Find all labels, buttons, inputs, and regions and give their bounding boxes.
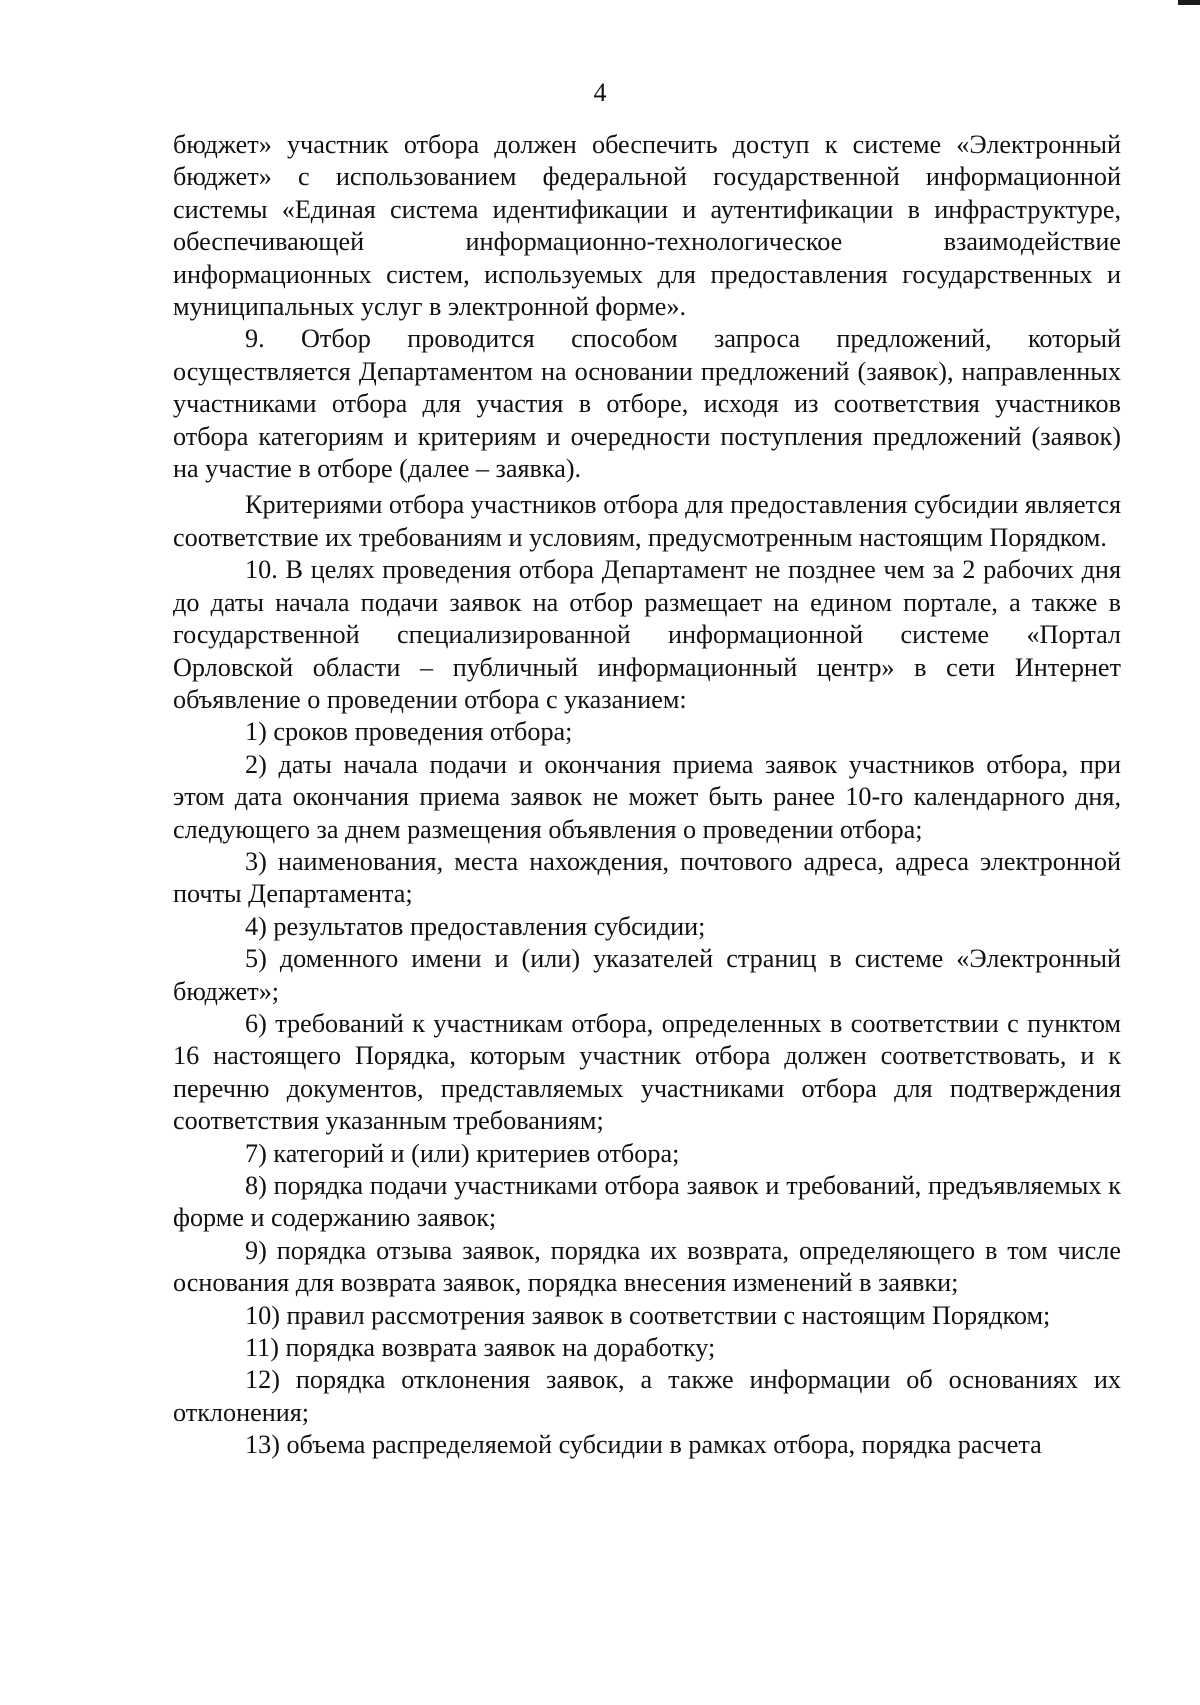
paragraph-criteria: Критериями отбора участников отбора для предоставления субсидии является соответствие их требованиям и условиям, предусмотренным настоящим Порядком. xyxy=(173,490,1121,552)
list-item-3: 3) наименования, места нахождения, почтового адреса, адреса электронной почты Департамента; xyxy=(173,846,1121,909)
scan-corner-mark xyxy=(1178,0,1200,5)
paragraph-continuation: бюджет» участник отбора должен обеспечить доступ к системе «Электронный бюджет» с использованием федеральной государственной информационной системы «Единая система идентификации и аутентификации в инфраструктуре, обеспечивающей информационно-технологическое взаимодействие информационных систем, используемых для предоставления государственных и муниципальных услуг в электронной форме». xyxy=(173,130,1121,322)
list-item-4: 4) результатов предоставления субсидии; xyxy=(245,911,706,941)
paragraph-item-10: 10. В целях проведения отбора Департамент не позднее чем за 2 рабочих дня до даты начала подачи заявок на отбор размещает на едином портале, а также в государственной специализированной информационной системе «Портал Орловской области – публичный информационный центр» в сети Интернет объявление о проведении отбора с указанием: xyxy=(173,555,1121,714)
list-item-6: 6) требований к участникам отбора, определенных в соответствии с пунктом 16 настоящего Порядка, которым участник отбора должен соответствовать, и к перечню документов, представляемых участниками отбора для подтверждения соответствия указанным требованиям; xyxy=(173,1008,1121,1136)
document-body xyxy=(173,129,1121,1462)
list-item-2: 2) даты начала подачи и окончания приема заявок участников отбора, при этом дата окончания приема заявок не может быть ранее 10-го календарного дня, следующего за днем размещения объявления о проведении отбора; xyxy=(173,749,1121,844)
list-item-11: 11) порядка возврата заявок на доработку; xyxy=(245,1333,716,1363)
list-item-7: 7) категорий и (или) критериев отбора; xyxy=(245,1138,680,1168)
list-item-1: 1) сроков проведения отбора; xyxy=(245,717,573,747)
list-item-13: 13) объема распределяемой субсидии в рамках отбора, порядка расчета xyxy=(245,1430,1042,1460)
list-item-5: 5) доменного имени и (или) указателей страниц в системе «Электронный бюджет»; xyxy=(173,944,1121,1006)
list-item-8: 8) порядка подачи участниками отбора заявок и требований, предъявляемых к форме и содержанию заявок; xyxy=(173,1171,1121,1233)
list-item-10: 10) правил рассмотрения заявок в соответствии с настоящим Порядком; xyxy=(245,1300,1051,1330)
paragraph-item-9: 9. Отбор проводится способом запроса предложений, который осуществляется Департаментом на основании предложений (заявок), направленных участниками отбора для участия в отборе, исходя из соответствия участников отбора категориям и критериям и очередности поступления предложений (заявок) на участие в отборе (далее – заявка). xyxy=(173,324,1121,484)
list-item-12: 12) порядка отклонения заявок, а также информации об основаниях их отклонения; xyxy=(173,1365,1121,1427)
page-number: 4 xyxy=(593,78,607,107)
list-item-9: 9) порядка отзыва заявок, порядка их возврата, определяющего в том числе основания для возврата заявок, порядка внесения изменений в заявки; xyxy=(173,1235,1121,1298)
